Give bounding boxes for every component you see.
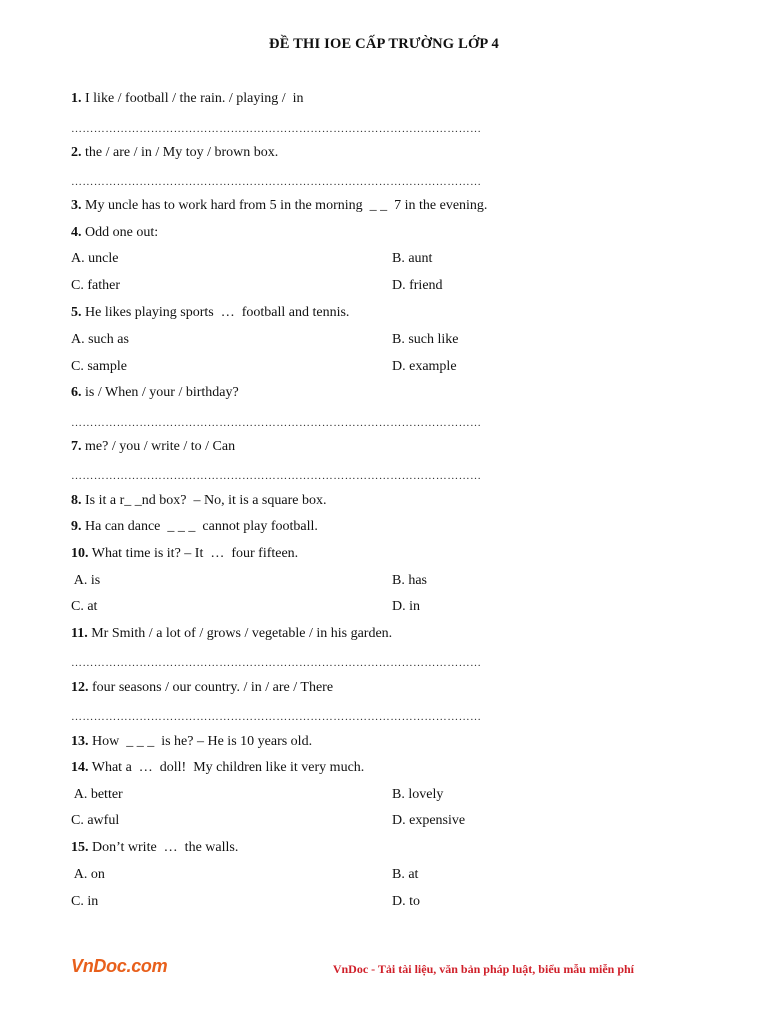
option-a[interactable]: A. on <box>71 867 105 882</box>
question-text: Is it a r_ _nd box? – No, it is a square box. <box>81 493 327 508</box>
question-3 <box>71 198 487 214</box>
option-c[interactable]: C. sample <box>71 359 127 374</box>
question-10 <box>71 546 298 562</box>
question-text: How _ _ _ is he? – He is 10 years old. <box>88 734 313 749</box>
option-b[interactable]: B. lovely <box>392 787 444 802</box>
question-number: 5. <box>71 305 82 320</box>
question-number: 13. <box>71 734 89 749</box>
option-a[interactable]: A. is <box>71 573 101 588</box>
question-7 <box>71 439 235 455</box>
question-2 <box>71 145 278 161</box>
answer-line-1[interactable]: ……………………………………………………………………………………………… <box>71 123 482 135</box>
logo-domain: .com <box>126 956 168 976</box>
question-text: What time is it? – It … four fifteen. <box>88 546 299 561</box>
question-text: Ha can dance _ _ _ cannot play football. <box>81 519 318 534</box>
question-number: 11. <box>71 626 88 641</box>
answer-line-11[interactable]: ……………………………………………………………………………………………… <box>71 657 482 669</box>
option-c[interactable]: C. in <box>71 894 99 909</box>
question-text: me? / you / write / to / Can <box>81 439 236 454</box>
question-text: four seasons / our country. / in / are / There <box>88 680 334 695</box>
question-text: He likes playing sports … football and tennis. <box>81 305 350 320</box>
question-1 <box>71 91 304 107</box>
option-d[interactable]: D. friend <box>392 278 443 293</box>
vndoc-logo[interactable] <box>71 956 167 977</box>
question-number: 4. <box>71 225 82 240</box>
option-d[interactable]: D. expensive <box>392 813 466 828</box>
option-c[interactable]: C. awful <box>71 813 120 828</box>
question-4 <box>71 225 158 241</box>
page-title: ĐỀ THI IOE CẤP TRƯỜNG LỚP 4 <box>269 36 499 52</box>
option-a[interactable]: A. uncle <box>71 251 119 266</box>
question-number: 2. <box>71 145 82 160</box>
option-a[interactable]: A. such as <box>71 332 129 347</box>
answer-line-7[interactable]: ……………………………………………………………………………………………… <box>71 470 482 482</box>
question-text: Odd one out: <box>81 225 159 240</box>
question-number: 1. <box>71 91 82 106</box>
question-6 <box>71 385 239 401</box>
question-15 <box>71 840 238 856</box>
question-number: 6. <box>71 385 82 400</box>
question-9 <box>71 519 318 535</box>
question-number: 8. <box>71 493 82 508</box>
option-b[interactable]: B. has <box>392 573 427 588</box>
question-number: 14. <box>71 760 89 775</box>
option-c[interactable]: C. father <box>71 278 120 293</box>
question-number: 9. <box>71 519 82 534</box>
question-14 <box>71 760 364 776</box>
question-number: 15. <box>71 840 89 855</box>
question-number: 3. <box>71 198 82 213</box>
option-a[interactable]: A. better <box>71 787 123 802</box>
question-13 <box>71 734 312 750</box>
footer-tagline[interactable]: VnDoc - Tải tài liệu, văn bản pháp luật, biểu mẫu miễn phí <box>332 962 634 976</box>
question-text: is / When / your / birthday? <box>81 385 239 400</box>
question-text: the / are / in / My toy / brown box. <box>81 145 279 160</box>
question-text: Don’t write … the walls. <box>88 840 239 855</box>
logo-text: VnDoc <box>71 956 127 976</box>
answer-line-6[interactable]: ……………………………………………………………………………………………… <box>71 417 482 429</box>
question-12 <box>71 680 333 696</box>
question-8 <box>71 493 326 509</box>
option-d[interactable]: D. in <box>392 599 420 614</box>
option-b[interactable]: B. aunt <box>392 251 433 266</box>
answer-line-12[interactable]: ……………………………………………………………………………………………… <box>71 711 482 723</box>
question-text: My uncle has to work hard from 5 in the morning _ _ 7 in the evening. <box>81 198 488 213</box>
question-11 <box>71 626 392 642</box>
question-5 <box>71 305 349 321</box>
question-text: What a … doll! My children like it very much. <box>88 760 365 775</box>
option-b[interactable]: B. at <box>392 867 419 882</box>
question-text: I like / football / the rain. / playing / in <box>81 91 304 106</box>
option-b[interactable]: B. such like <box>392 332 459 347</box>
question-number: 12. <box>71 680 89 695</box>
answer-line-2[interactable]: ……………………………………………………………………………………………… <box>71 176 482 188</box>
question-number: 10. <box>71 546 89 561</box>
option-d[interactable]: D. example <box>392 359 457 374</box>
option-c[interactable]: C. at <box>71 599 98 614</box>
question-text: Mr Smith / a lot of / grows / vegetable / in his garden. <box>87 626 393 641</box>
question-number: 7. <box>71 439 82 454</box>
option-d[interactable]: D. to <box>392 894 420 909</box>
